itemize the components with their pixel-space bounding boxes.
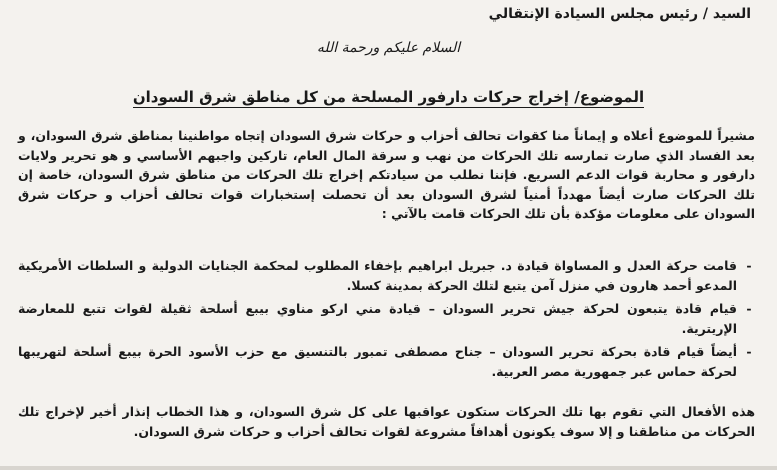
bullet-dash: - [746, 301, 752, 316]
subject-line [0, 88, 777, 106]
intro-paragraph: مشيراً للموضوع أعلاه و إيماناً منا كقوات تحالف أحزاب و حركات شرق السودان إتجاه مواطنينا بمناطق شرق السودان، و بعد الفساد الذي صارت تمارسه تلك الحركات من نهب و سرقة المال العام، تاركين واجبهم الأساسي و هو تحرير ولايات دارفور و محاربة قوات الدعم السريع. فإننا نطلب من سيادتكم إخراج تلك الحركات من مناطق شرق السودان، خاصة إن تلك الحركات صارت أيضاً مهدداً أمنياً لشرق السودان بعد أن تحصلت إستخبارات قوات تحالف أحزاب و حركات شرق السودان على معلومات مؤكدة بأن تلك الحركات قامت بالآتي : [18, 128, 755, 221]
greeting: السلام عليكم ورحمة الله [316, 40, 461, 56]
bullet-dash: - [746, 344, 752, 359]
bullet-item [18, 342, 755, 382]
bullet-list [18, 256, 755, 385]
bullet-text: قيام قادة يتبعون لحركة جيش تحرير السودان – قيادة مني اركو مناوي بيبع أسلحة ثقيلة لقوات تتبع للمعارضة الإريترية. [18, 301, 737, 336]
addressee: السيد / رئيس مجلس السيادة الإنتقالي [488, 6, 751, 22]
bullet-item [18, 299, 755, 339]
page-edge [0, 466, 777, 470]
bullet-item [18, 256, 755, 296]
bullet-text: أيضاً قيام قادة بحركة تحرير السودان – جناح مصطفى تمبور بالتنسيق مع حزب الأسود الحرة بيبع أسلحة لتهريبها لحركة حماس عبر جمهورية مصر العربية. [18, 344, 737, 379]
bullet-dash: - [746, 258, 752, 273]
bullet-text: قامت حركة العدل و المساواة قيادة د. جبريل ابراهيم بإخفاء المطلوب لمحكمة الجنايات الدولية و السلطات الأمريكية المدعو أحمد هارون في منزل آمن يتبع لتلك الحركة بمدينة كسلا. [18, 258, 737, 293]
closing-paragraph: هذه الأفعال التي تقوم بها تلك الحركات ستكون عواقبها على كل شرق السودان، و هذا الخطاب إنذار أخير لإخراج تلك الحركات من مناطقنا و إلا سوف يكونون أهدافاً مشروعة لقوات تحالف أحزاب و حركات شرق السودان. [18, 404, 755, 439]
subject-text: الموضوع/ إخراج حركات دارفور المسلحة من كل مناطق شرق السودان [132, 88, 645, 106]
